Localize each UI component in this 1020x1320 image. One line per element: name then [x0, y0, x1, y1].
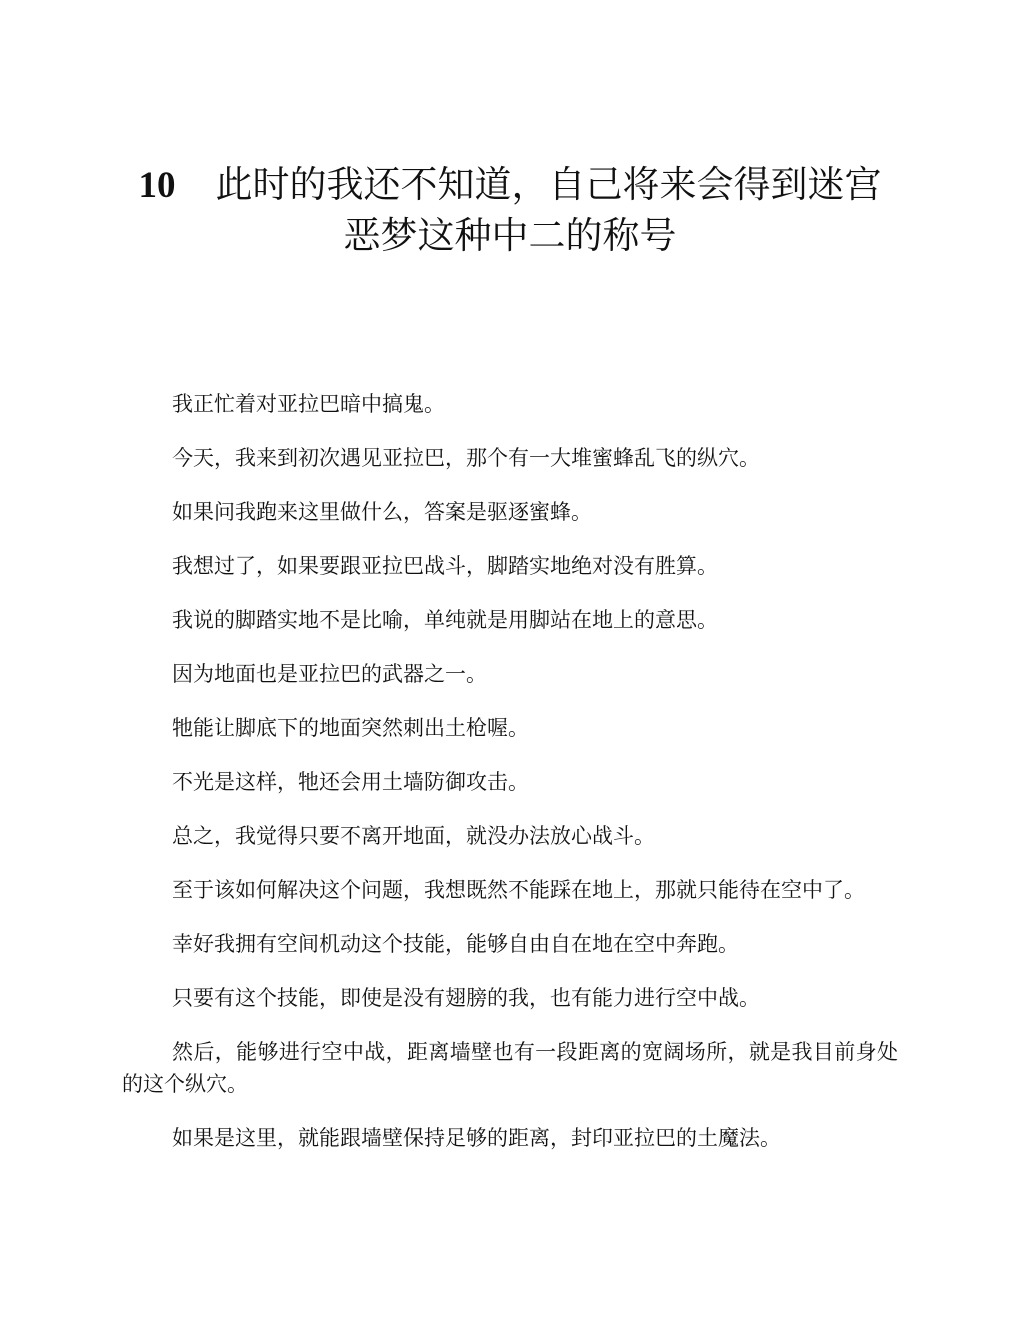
paragraph: 至于该如何解决这个问题，我想既然不能踩在地上，那就只能待在空中了。	[172, 878, 865, 902]
paragraph: 总之，我觉得只要不离开地面，就没办法放心战斗。	[172, 824, 655, 848]
paragraph: 幸好我拥有空间机动这个技能，能够自由自在地在空中奔跑。	[172, 932, 739, 956]
paragraph: 不光是这样，牠还会用土墙防御攻击。	[172, 770, 529, 794]
paragraph: 然后，能够进行空中战，距离墙壁也有一段距离的宽阔场所，就是我目前身处的这个纵穴。	[122, 1040, 898, 1096]
chapter-title: 此时的我还不知道，自己将来会得到迷宫恶梦这种中二的称号	[215, 163, 882, 257]
paragraph: 如果问我跑来这里做什么，答案是驱逐蜜蜂。	[172, 500, 592, 524]
paragraph: 我想过了，如果要跟亚拉巴战斗，脚踏实地绝对没有胜算。	[172, 554, 718, 578]
chapter-body	[122, 388, 898, 1176]
chapter-number: 10	[138, 165, 176, 206]
paragraph: 牠能让脚底下的地面突然刺出土枪喔。	[172, 716, 529, 740]
paragraph: 如果是这里，就能跟墙壁保持足够的距离，封印亚拉巴的土魔法。	[172, 1126, 781, 1150]
paragraph: 今天，我来到初次遇见亚拉巴，那个有一大堆蜜蜂乱飞的纵穴。	[172, 446, 760, 470]
chapter-heading	[122, 160, 898, 261]
paragraph: 我正忙着对亚拉巴暗中搞鬼。	[172, 392, 445, 416]
paragraph: 只要有这个技能，即使是没有翅膀的我，也有能力进行空中战。	[172, 986, 760, 1010]
paragraph: 我说的脚踏实地不是比喻，单纯就是用脚站在地上的意思。	[172, 608, 718, 632]
paragraph: 因为地面也是亚拉巴的武器之一。	[172, 662, 487, 686]
